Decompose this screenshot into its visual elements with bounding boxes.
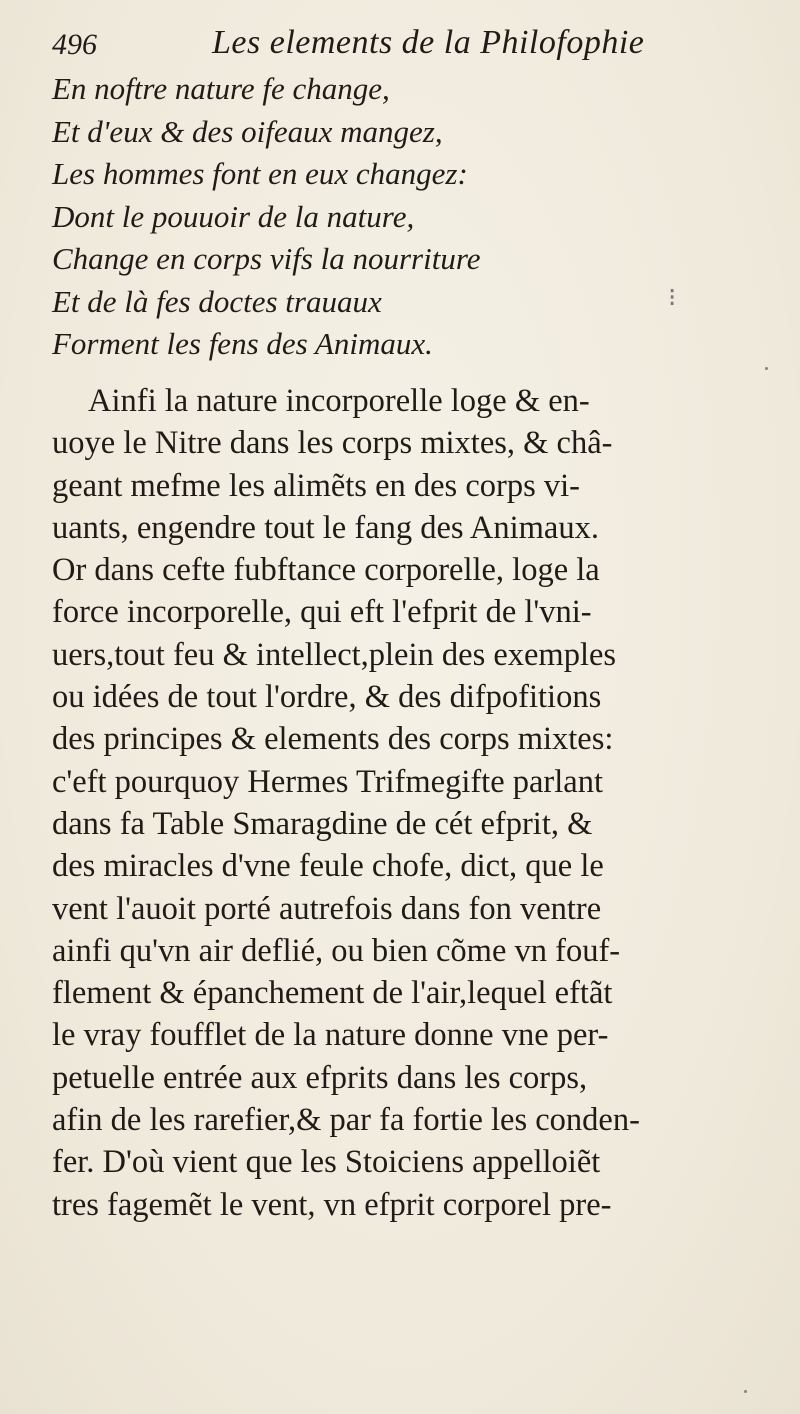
prose-paragraph xyxy=(52,380,772,1226)
prose-line: flement & épanchement de l'air,lequel eftãt xyxy=(52,975,613,1012)
verse-line: Forment les fens des Animaux. xyxy=(52,326,433,361)
prose-line: fer. D'où vient que les Stoiciens appelloiẽt xyxy=(52,1144,601,1181)
verse-line: Les hommes font en eux changez: xyxy=(52,156,468,191)
prose-line: ou idées de tout l'ordre, & des difpofitions xyxy=(52,679,602,716)
verse-block xyxy=(52,68,752,366)
prose-line: Ainfi la nature incorporelle loge & en- xyxy=(88,383,590,419)
prose-line: tres fagemẽt le vent, vn efprit corporel pre- xyxy=(52,1186,612,1223)
prose-line: Or dans cefte fubftance corporelle, loge la xyxy=(52,552,600,589)
prose-line: c'eft pourquoy Hermes Trifmegifte parlant xyxy=(52,763,603,800)
verse-line: En noftre nature fe change, xyxy=(52,71,390,106)
prose-line: uers,tout feu & intellect,plein des exemples xyxy=(52,636,617,673)
page-number: 496 xyxy=(52,28,97,61)
verse-line: Change en corps vifs la nourriture xyxy=(52,241,481,276)
verse-line: Et d'eux & des oifeaux mangez, xyxy=(52,113,443,149)
prose-line: geant mefme les alimẽts en des corps vi- xyxy=(52,467,580,504)
paper-speck xyxy=(744,1390,747,1393)
verse-line: Et de là fes doctes trauaux xyxy=(52,283,382,319)
prose-line: uoye le Nitre dans les corps mixtes, & châ- xyxy=(52,425,613,462)
margin-mark: ⁝ xyxy=(668,283,677,312)
prose-line: vent l'auoit porté autrefois dans fon ventre xyxy=(52,890,602,927)
prose-line: ainfi qu'vn air deflié, ou bien cõme vn fouf- xyxy=(52,932,621,969)
prose-line: le vray foufflet de la nature donne vne per- xyxy=(52,1017,609,1054)
prose-line: uants, engendre tout le fang des Animaux. xyxy=(52,509,599,546)
prose-line: dans fa Table Smaragdine de cét efprit, & xyxy=(52,805,593,842)
prose-line: force incorporelle, qui eft l'efprit de l'vni- xyxy=(52,594,592,631)
prose-line: des miracles d'vne feule chofe, dict, que le xyxy=(52,848,604,885)
prose-line: petuelle entrée aux efprits dans les corps, xyxy=(52,1059,588,1096)
running-title: Les elements de la Philofophie xyxy=(212,24,645,61)
verse-line: Dont le pouuoir de la nature, xyxy=(52,198,415,234)
page-header xyxy=(52,18,752,72)
prose-line: des principes & elements des corps mixtes: xyxy=(52,721,614,758)
prose-line: afin de les rarefier,& par fa fortie les conden- xyxy=(52,1102,640,1139)
paper-speck xyxy=(765,367,768,370)
